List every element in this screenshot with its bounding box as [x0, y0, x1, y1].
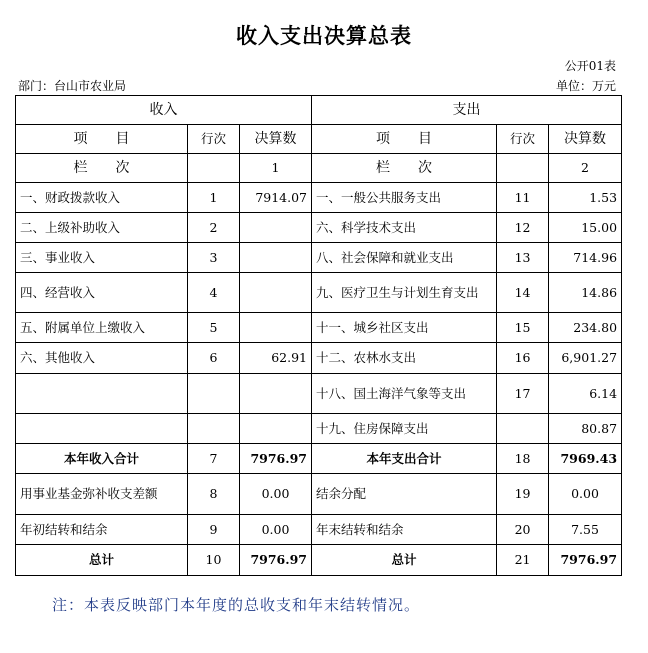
income-item [16, 414, 188, 444]
income-amount [240, 273, 312, 313]
income-subtotal-row-no: 7 [188, 444, 240, 474]
table-row [16, 474, 622, 515]
income-row-no: 2 [188, 213, 240, 243]
income-row-no: 6 [188, 343, 240, 374]
table-row [16, 515, 622, 545]
income-subtotal-amount: 7976.97 [240, 444, 312, 474]
income-item: 六、其他收入 [16, 343, 188, 374]
expense-item: 十九、住房保障支出 [312, 414, 497, 444]
expense-row-no: 20 [497, 515, 549, 545]
expense-row-no: 17 [497, 374, 549, 414]
footnote: 注：本表反映部门本年度的总收支和年末结转情况。 [52, 596, 421, 614]
expense-row-no-header: 行次 [497, 125, 549, 154]
expense-column-label: 栏 次 [312, 154, 497, 183]
income-item-header: 项 目 [16, 125, 188, 154]
income-row-no: 4 [188, 273, 240, 313]
column-number-row [16, 154, 622, 183]
expense-section-header: 支出 [312, 96, 622, 125]
income-amount: 62.91 [240, 343, 312, 374]
expense-column-number: 2 [549, 154, 622, 183]
expense-amount: 234.80 [549, 313, 622, 343]
empty-cell [188, 154, 240, 183]
income-amount: 0.00 [240, 515, 312, 545]
expense-row-no: 12 [497, 213, 549, 243]
subtotal-row [16, 444, 622, 474]
expense-item: 一、一般公共服务支出 [312, 183, 497, 213]
income-amount [240, 374, 312, 414]
income-item: 三、事业收入 [16, 243, 188, 273]
expense-total-row-no: 21 [497, 545, 549, 576]
expense-amount: 7.55 [549, 515, 622, 545]
income-item: 一、财政拨款收入 [16, 183, 188, 213]
expense-subtotal-label: 本年支出合计 [312, 444, 497, 474]
income-row-no: 5 [188, 313, 240, 343]
expense-subtotal-row-no: 18 [497, 444, 549, 474]
table-row [16, 213, 622, 243]
department-label: 部门：台山市农业局 [18, 79, 127, 93]
expense-item: 十八、国土海洋气象等支出 [312, 374, 497, 414]
income-item: 五、附属单位上缴收入 [16, 313, 188, 343]
expense-row-no: 16 [497, 343, 549, 374]
income-row-no: 8 [188, 474, 240, 515]
income-amount: 0.00 [240, 474, 312, 515]
income-amount [240, 243, 312, 273]
expense-item: 八、社会保障和就业支出 [312, 243, 497, 273]
expense-item: 六、科学技术支出 [312, 213, 497, 243]
income-total-row-no: 10 [188, 545, 240, 576]
income-row-no: 9 [188, 515, 240, 545]
income-item: 二、上级补助收入 [16, 213, 188, 243]
expense-amount: 0.00 [549, 474, 622, 515]
expense-row-no: 19 [497, 474, 549, 515]
income-amount [240, 414, 312, 444]
expense-item: 九、医疗卫生与计划生育支出 [312, 273, 497, 313]
table-row [16, 183, 622, 213]
income-amount: 7914.07 [240, 183, 312, 213]
expense-item: 十二、农林水支出 [312, 343, 497, 374]
expense-total-label: 总计 [312, 545, 497, 576]
expense-row-no: 14 [497, 273, 549, 313]
table-row [16, 374, 622, 414]
expense-amount: 14.86 [549, 273, 622, 313]
report-title: 收入支出决算总表 [236, 24, 412, 48]
table-row [16, 273, 622, 313]
expense-item: 年末结转和结余 [312, 515, 497, 545]
expense-item-header: 项 目 [312, 125, 497, 154]
expense-amount: 714.96 [549, 243, 622, 273]
income-column-label: 栏 次 [16, 154, 188, 183]
expense-amount: 1.53 [549, 183, 622, 213]
income-section-header: 收入 [16, 96, 312, 125]
expense-item: 十一、城乡社区支出 [312, 313, 497, 343]
table-row [16, 243, 622, 273]
income-row-no: 3 [188, 243, 240, 273]
expense-item: 结余分配 [312, 474, 497, 515]
expense-subtotal-amount: 7969.43 [549, 444, 622, 474]
income-row-no [188, 374, 240, 414]
expense-amount: 6.14 [549, 374, 622, 414]
income-item: 用事业基金弥补收支差额 [16, 474, 188, 515]
expense-amount: 80.87 [549, 414, 622, 444]
expense-amount: 15.00 [549, 213, 622, 243]
income-amount [240, 313, 312, 343]
expense-row-no [497, 414, 549, 444]
income-item [16, 374, 188, 414]
expense-row-no: 15 [497, 313, 549, 343]
income-row-no [188, 414, 240, 444]
income-item: 年初结转和结余 [16, 515, 188, 545]
empty-cell [497, 154, 549, 183]
income-total-amount: 7976.97 [240, 545, 312, 576]
table-row [16, 343, 622, 374]
income-column-number: 1 [240, 154, 312, 183]
income-total-label: 总计 [16, 545, 188, 576]
income-amount-header: 决算数 [240, 125, 312, 154]
expense-total-amount: 7976.97 [549, 545, 622, 576]
form-code: 公开01表 [564, 59, 616, 73]
unit-label: 单位：万元 [555, 79, 616, 93]
column-header-row [16, 125, 622, 154]
income-item: 四、经营收入 [16, 273, 188, 313]
income-amount [240, 213, 312, 243]
table-row [16, 313, 622, 343]
table-row [16, 414, 622, 444]
section-header-row [16, 96, 622, 125]
income-subtotal-label: 本年收入合计 [16, 444, 188, 474]
expense-row-no: 13 [497, 243, 549, 273]
income-expense-table [15, 95, 622, 576]
expense-amount: 6,901.27 [549, 343, 622, 374]
expense-row-no: 11 [497, 183, 549, 213]
expense-amount-header: 决算数 [549, 125, 622, 154]
income-row-no-header: 行次 [188, 125, 240, 154]
total-row [16, 545, 622, 576]
income-row-no: 1 [188, 183, 240, 213]
